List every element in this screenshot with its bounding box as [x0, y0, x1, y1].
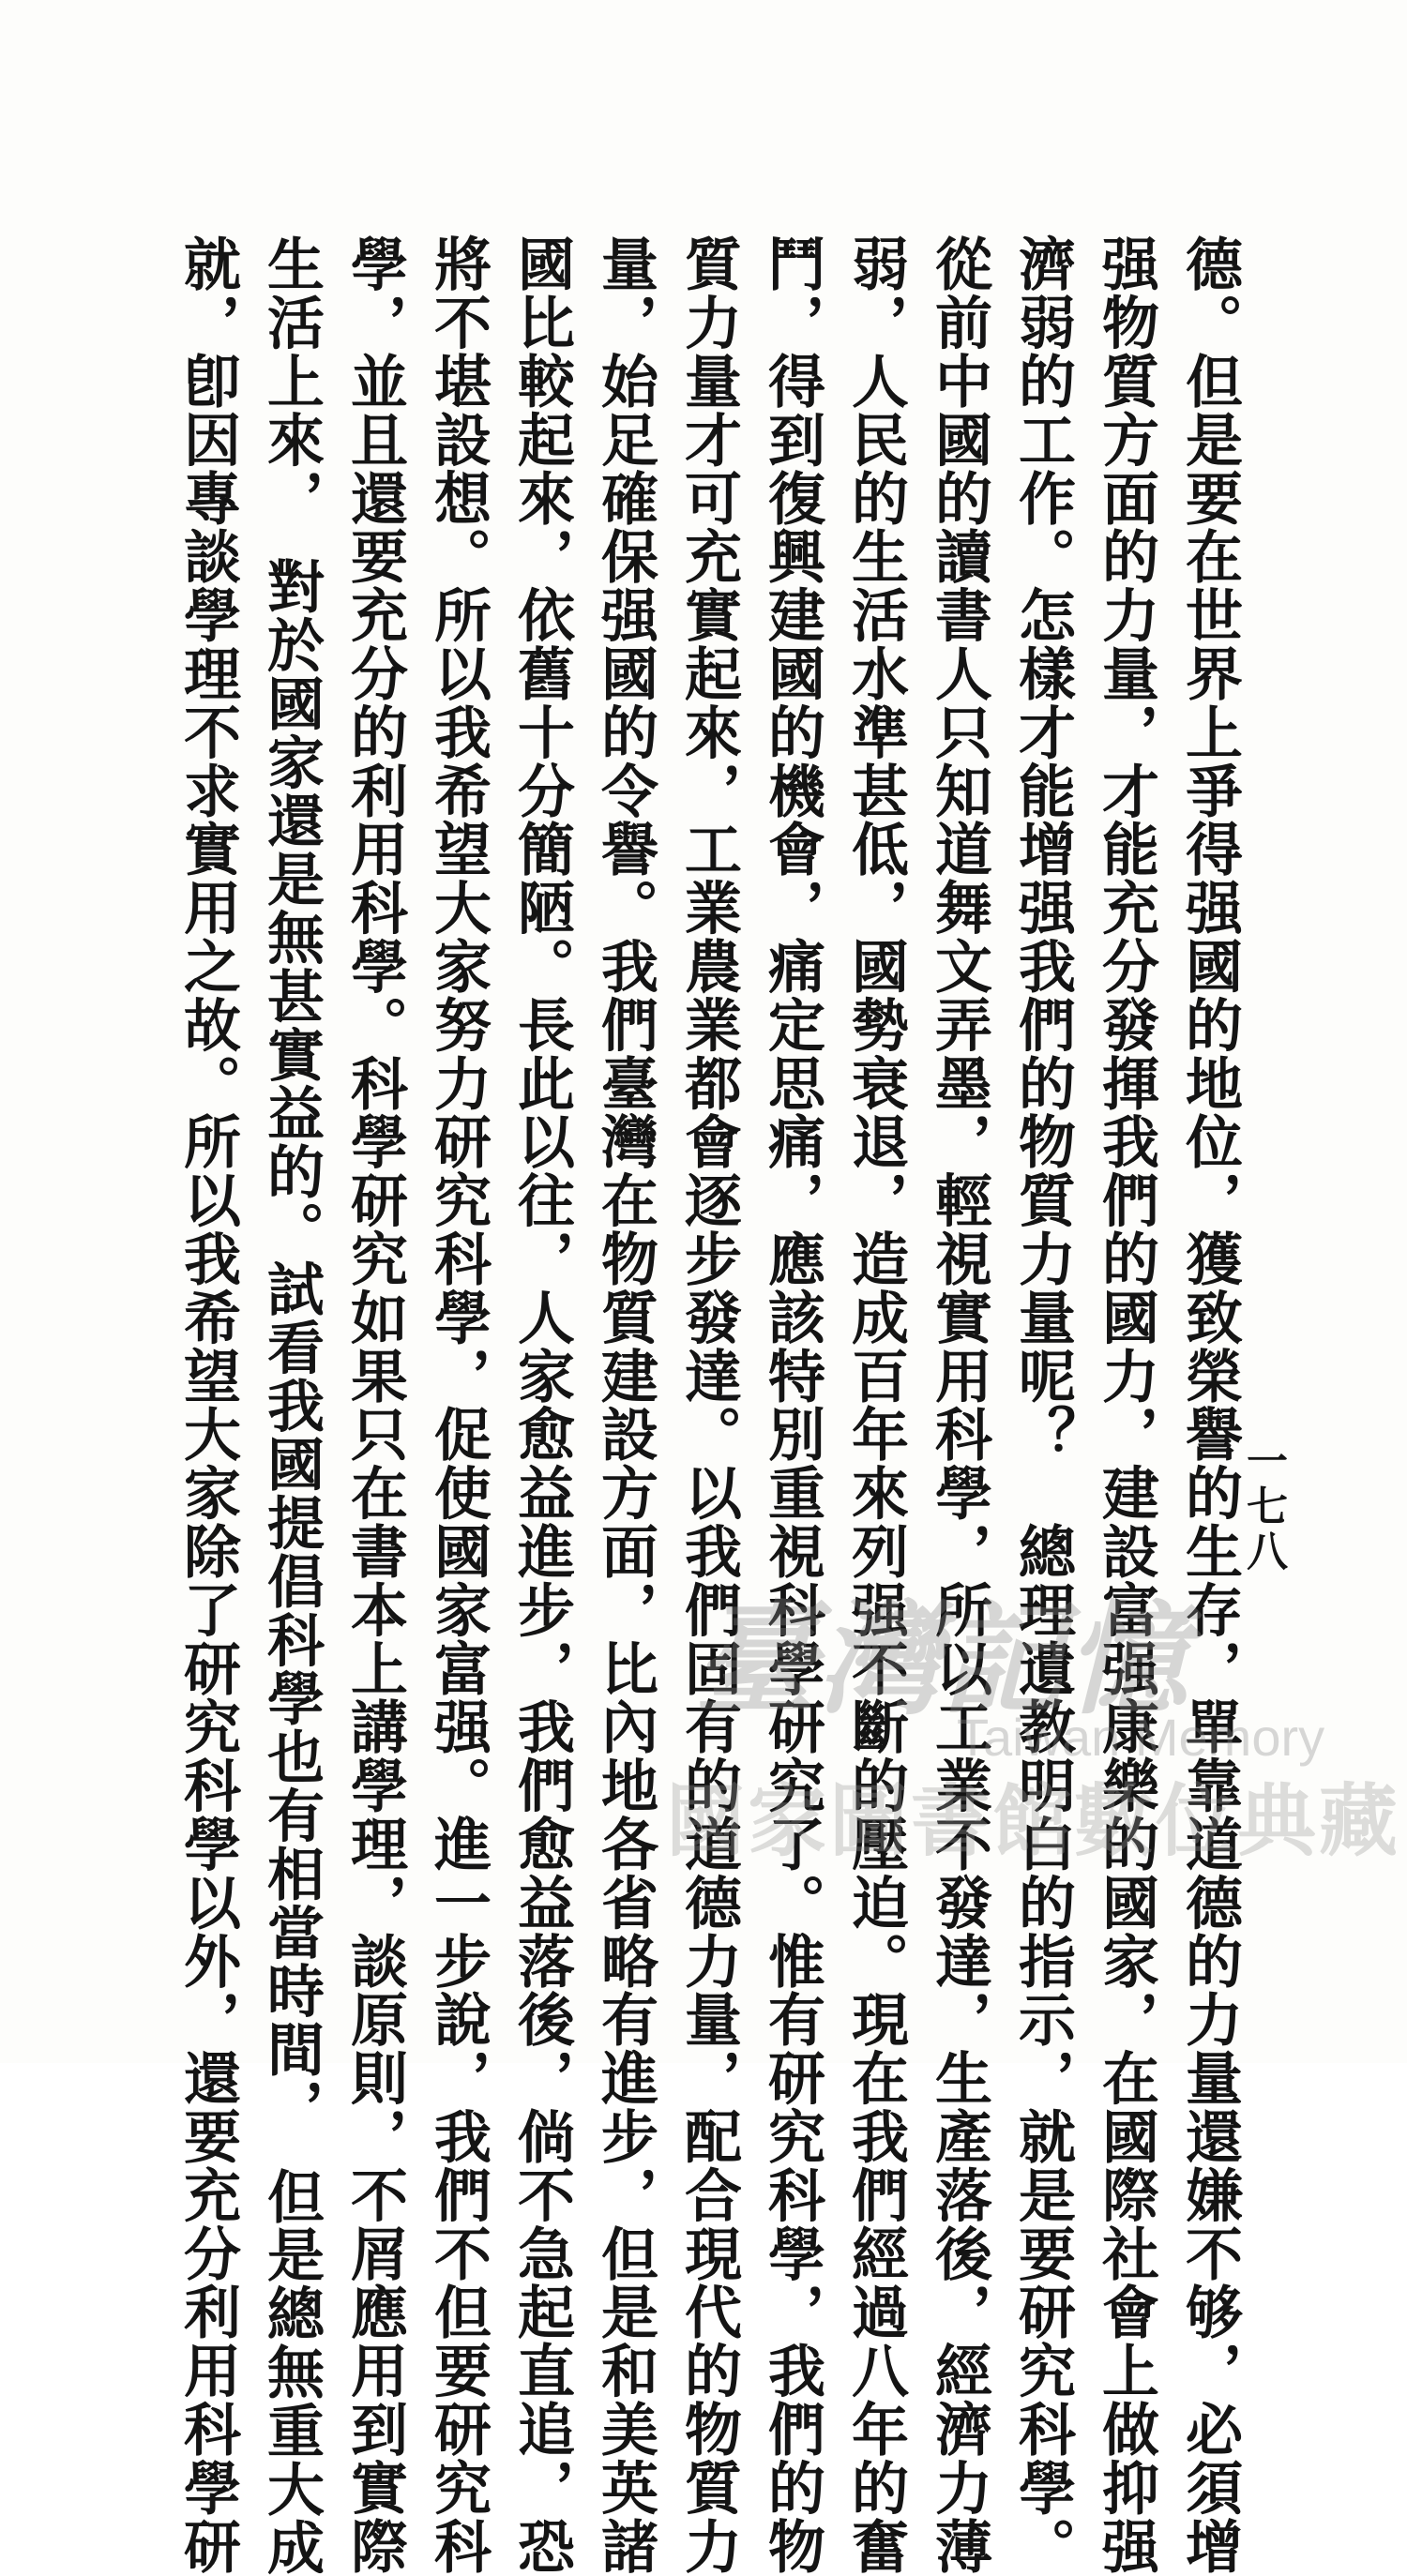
- watermark-subtitle: 國家圖書館數位典藏: [666, 1777, 1401, 1865]
- text-column: 濟弱的工作。怎樣才能增强我們的物質力量呢？ 總理遺教明白的指示，就是要研究科學。: [1009, 234, 1076, 2575]
- watermark-logo: 臺灣記憶: [694, 1588, 1190, 1731]
- text-column: 從前中國的讀書人只知道舞文弄墨，輕視實用科學，所以工業不發達，生產落後，經濟力薄: [926, 234, 992, 2575]
- watermark-english: Taiwan Memory: [957, 1708, 1325, 1767]
- text-column: 國比較起來，依舊十分簡陋。長此以往，人家愈益進步，我們愈益落後，倘不急起直追，恐: [508, 234, 575, 2575]
- body-text: [174, 234, 1243, 2576]
- page-number: 一七八: [1239, 1439, 1287, 1574]
- text-column: 質力量才可充實起來，工業農業都會逐步發達。以我們固有的道德力量，配合現代的物質力: [675, 234, 742, 2575]
- text-column: 鬥，得到復興建國的機會，痛定思痛，應該特別重視科學研究了。惟有研究科學，我們的物: [759, 234, 825, 2575]
- text-column: 就，卽因專談學理不求實用之故。所以我希望大家除了研究科學以外，還要充分利用科學研: [174, 234, 241, 2575]
- text-column: 量，始足確保强國的令譽。我們臺灣在物質建設方面，比內地各省略有進步，但是和美英諸: [592, 234, 658, 2575]
- text-column: 將不堪設想。所以我希望大家努力研究科學，促使國家富强。進一步說，我們不但要研究科: [425, 234, 492, 2575]
- text-column: 學，並且還要充分的利用科學。科學研究如果只在書本上講學理，談原則，不屑應用到實際: [341, 234, 408, 2575]
- text-column: 强物質方面的力量，才能充分發揮我們的國力，建設富强康樂的國家，在國際社會上做抑强: [1093, 234, 1159, 2575]
- text-column: 弱，人民的生活水準甚低，國勢衰退，造成百年來列强不斷的壓迫。現在我們經過八年的奮: [842, 234, 909, 2575]
- text-column: 德。但是要在世界上爭得强國的地位，獲致榮譽的生存，單靠道德的力量還嫌不够，必須增: [1176, 234, 1243, 2575]
- text-column: 生活上來， 對於國家還是無甚實益的。試看我國提倡科學也有相當時間， 但是總無重大成: [258, 234, 325, 2576]
